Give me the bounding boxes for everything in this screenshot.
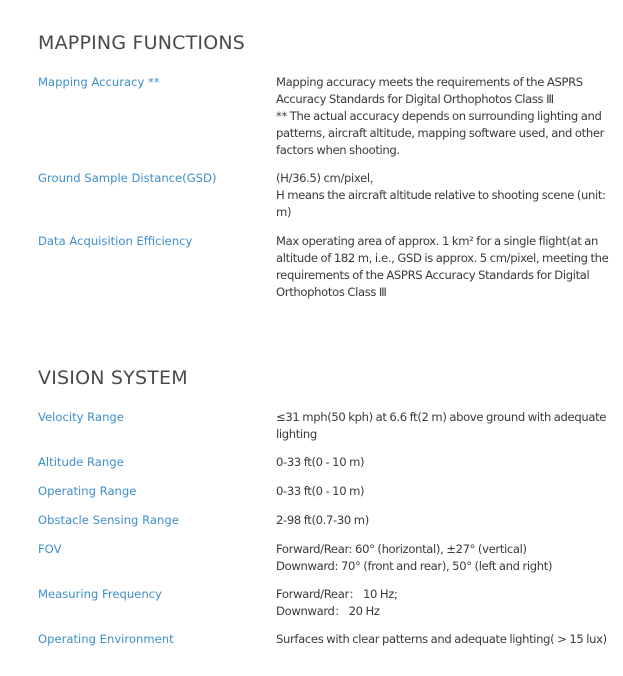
section-title-mapping-functions: MAPPING FUNCTIONS xyxy=(38,32,246,54)
spec-value-line: H means the aircraft altitude relative to shooting scene (unit: xyxy=(276,188,606,202)
spec-value-line: m) xyxy=(276,205,292,219)
spec-row-altitude-range xyxy=(38,454,613,471)
spec-value-line: Downward： 20 Hz xyxy=(276,604,380,618)
spec-value xyxy=(276,631,613,648)
spec-row-velocity-range xyxy=(38,409,613,443)
spec-label: Velocity Range xyxy=(38,410,124,424)
spec-value-line: Orthophotos Class Ⅲ xyxy=(276,285,387,299)
spec-label: Operating Range xyxy=(38,484,137,498)
spec-label: Data Acquisition Efficiency xyxy=(38,234,193,248)
spec-value-line: (H/36.5) cm/pixel， xyxy=(276,171,381,185)
spec-row-obstacle-sensing-range xyxy=(38,512,613,529)
spec-value-line: Accuracy Standards for Digital Orthophotos Class Ⅲ xyxy=(276,92,554,106)
spec-row-ground-sample-distance xyxy=(38,170,613,221)
spec-value xyxy=(276,586,613,620)
spec-label: Ground Sample Distance(GSD) xyxy=(38,171,217,185)
spec-value xyxy=(276,512,613,529)
spec-label: Measuring Frequency xyxy=(38,587,162,601)
spec-value-line: altitude of 182 m, i.e., GSD is approx. 5 cm/pixel, meeting the xyxy=(276,251,609,265)
spec-value xyxy=(276,74,613,159)
spec-value-line: 0-33 ft(0 - 10 m) xyxy=(276,484,365,498)
spec-value-line: patterns, aircraft altitude, mapping software used, and other xyxy=(276,126,605,140)
spec-value xyxy=(276,170,613,221)
spec-value-line: Downward: 70° (front and rear), 50° (left and right) xyxy=(276,559,553,573)
spec-row-measuring-frequency xyxy=(38,586,613,620)
spec-value xyxy=(276,409,613,443)
spec-value xyxy=(276,454,613,471)
spec-value-line: Forward/Rear： 10 Hz; xyxy=(276,587,398,601)
spec-value-line: Forward/Rear: 60° (horizontal), ±27° (vertical) xyxy=(276,542,527,556)
spec-row-data-acquisition-efficiency xyxy=(38,233,613,301)
spec-value xyxy=(276,233,613,301)
spec-row-operating-range xyxy=(38,483,613,500)
spec-value-line: lighting xyxy=(276,427,317,441)
spec-value xyxy=(276,541,613,575)
spec-label: Mapping Accuracy ** xyxy=(38,75,160,89)
spec-row-fov xyxy=(38,541,613,575)
spec-value-line: Mapping accuracy meets the requirements of the ASPRS xyxy=(276,75,583,89)
spec-value-line: factors when shooting. xyxy=(276,143,400,157)
spec-row-mapping-accuracy xyxy=(38,74,613,159)
section-title-vision-system: VISION SYSTEM xyxy=(38,367,188,389)
spec-value-line: requirements of the ASPRS Accuracy Standards for Digital xyxy=(276,268,590,282)
spec-value-line: Surfaces with clear patterns and adequate lighting( > 15 lux) xyxy=(276,632,607,646)
spec-label: Altitude Range xyxy=(38,455,124,469)
spec-label: FOV xyxy=(38,542,62,556)
spec-label: Operating Environment xyxy=(38,632,174,646)
spec-value-line: ≤31 mph(50 kph) at 6.6 ft(2 m) above ground with adequate xyxy=(276,410,607,424)
spec-value xyxy=(276,483,613,500)
spec-value-line: ** The actual accuracy depends on surrounding lighting and xyxy=(276,109,602,123)
spec-label: Obstacle Sensing Range xyxy=(38,513,179,527)
spec-value-line: 0-33 ft(0 - 10 m) xyxy=(276,455,365,469)
spec-row-operating-environment xyxy=(38,631,613,648)
spec-value-line: Max operating area of approx. 1 km² for a single flight(at an xyxy=(276,234,599,248)
spec-value-line: 2-98 ft(0.7-30 m) xyxy=(276,513,369,527)
